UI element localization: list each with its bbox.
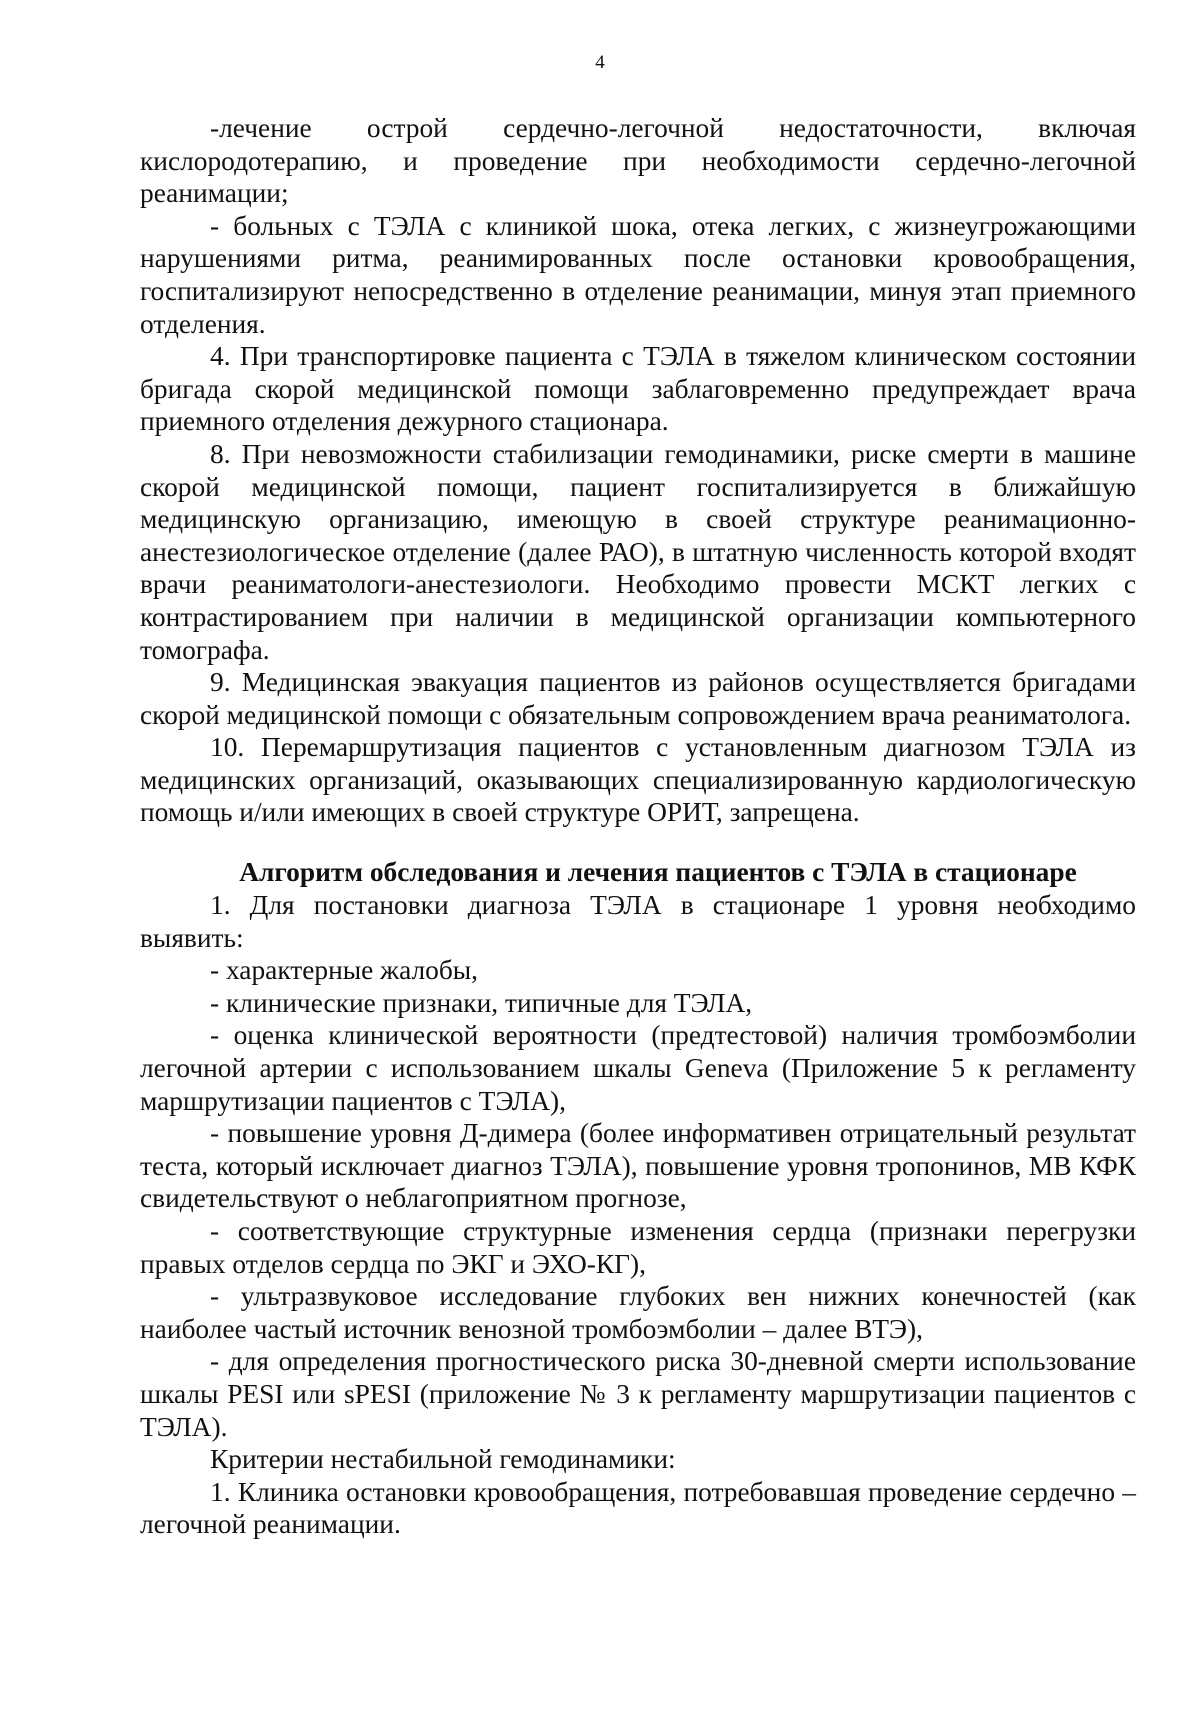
paragraph: 4. При транспортировке пациента с ТЭЛА в тяжелом клиническом состоянии бригада скорой медицинской помощи заблаговременно предупреждает врача приемного отделения дежурного стационара. [140,341,1136,437]
list-item: - клинические признаки, типичные для ТЭЛА, [210,987,753,1018]
paragraph: 8. При невозможности стабилизации гемодинамики, риске смерти в машине скорой медицинской помощи, пациент госпитализируется в ближайшую медицинскую организацию, имеющую в своей структуре реанимационно-анестезиологическое отделение (далее РАО), в штатную численность которой входят врачи реаниматологи-анестезиологи. Необходимо провести МСКТ легких с контрастированием при наличии в медицинской организации компьютерного томографа. [140,438,1136,665]
section-heading: Алгоритм обследования и лечения пациентов с ТЭЛА в стационаре [239,857,1077,888]
document-body [140,112,1136,1541]
paragraph: 1. Клиника остановки кровообращения, потребовавшая проведение сердечно – легочной реанимации. [140,1476,1136,1540]
subheading: Критерии нестабильной гемодинамики: [210,1444,676,1475]
paragraph: - больных с ТЭЛА с клиникой шока, отека легких, с жизнеугрожающими нарушениями ритма, реанимированных после остановки кровообращения, госпитализируют непосредственно в отделение реанимации, минуя этап приемного отделения. [140,210,1136,339]
list-item: - повышение уровня Д-димера (более информативен отрицательный результат теста, который исключает диагноз ТЭЛА), повышение уровня тропонинов, МВ КФК свидетельствуют о неблагоприятном прогнозе, [140,1118,1136,1214]
paragraph: 1. Для постановки диагноза ТЭЛА в стационаре 1 уровня необходимо выявить: [140,890,1136,953]
list-item: - для определения прогностического риска 30-дневной смерти использование шкалы PESI или sPESI (приложение № 3 к регламенту маршрутизации пациентов с ТЭЛА). [140,1346,1136,1442]
list-item: - характерные жалобы, [210,955,479,986]
paragraph: -лечение острой сердечно-легочной недостаточности, включая кислородотерапию, и проведение при необходимости сердечно-легочной реанимации; [140,113,1136,209]
page-number: 4 [595,52,605,73]
paragraph: 9. Медицинская эвакуация пациентов из районов осуществляется бригадами скорой медицинской помощи с обязательным сопровождением врача реаниматолога. [140,667,1136,730]
list-item: - ультразвуковое исследование глубоких вен нижних конечностей (как наиболее частый источник венозной тромбоэмболии – далее ВТЭ), [140,1281,1136,1344]
list-item: - оценка клинической вероятности (предтестовой) наличия тромбоэмболии легочной артерии с использованием шкалы Geneva (Приложение 5 к регламенту маршрутизации пациентов с ТЭЛА), [140,1020,1136,1116]
list-item: - соответствующие структурные изменения сердца (признаки перегрузки правых отделов сердца по ЭКГ и ЭХО-КГ), [140,1216,1136,1279]
paragraph: 10. Перемаршрутизация пациентов с установленным диагнозом ТЭЛА из медицинских организаций, оказывающих специализированную кардиологическую помощь и/или имеющих в своей структуре ОРИТ, запрещена. [140,732,1136,828]
